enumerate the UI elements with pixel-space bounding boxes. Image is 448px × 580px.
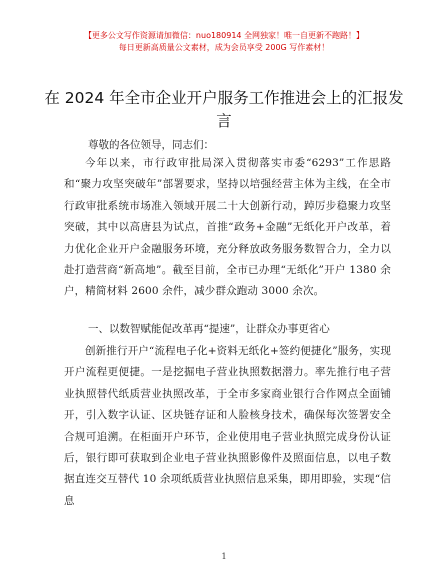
page-number: 1 [221,552,227,561]
section-heading-1: 一、以数智赋能促改革再“提速”，让群众办事更省心 [88,323,330,335]
paragraph-section-1: 创新推行开户“流程电子化+资料无纸化+签约便捷化”服务，实现开户流程更便捷。一是挖掘电子营业执照数据潜力。率先推行电子营业执照替代纸质营业执照改革，于全市多家商业银行合作网点全面铺开，引入数字认证、区块链存证和人脸核身技术，确保每次签署安全合规可追溯。在柜面开户环节，企业使用电子营业执照完成身份认证后，银行即可获取到企业电子营业执照影像件及照面信息，以电子数据直连交互替代 10 余项纸质营业执照信息采集，即用即验，实现“信息 [64,345,391,507]
document-title: 在 2024 年全市企业开户服务工作推进会上的汇报发言 [44,89,404,130]
promo-banner-line-2: 每日更新高质量公文素材，成为会员享受 200G 写作素材！ [118,43,330,52]
promo-banner [0,30,448,54]
paragraph-intro: 今年以来，市行政审批局深入贯彻落实市委“6293”工作思路和“聚力攻坚突破年”部署要求，坚持以培强经营主体为主线，在全市行政审批系统市场准入领域开展二十大创新行动，踔厉步稳聚力攻坚突破，其中以高唐县为试点，首推“政务+金融”无纸化开户改革，着力优化企业开户金融服务环境，充分释放政务服务数智合力，全力以赴打造营商“新高地”。截至目前，全市已办理“无纸化”开户 1380 余户，精简材料 2600 余件，减少群众跑动 3000 余次。 [64,157,391,298]
salutation: 尊敬的各位领导，同志们： [88,139,214,151]
promo-banner-line-1: 【更多公文写作资源请加微信：nuo180914 全网独家！唯一自更新不跑路！】 [83,31,365,40]
